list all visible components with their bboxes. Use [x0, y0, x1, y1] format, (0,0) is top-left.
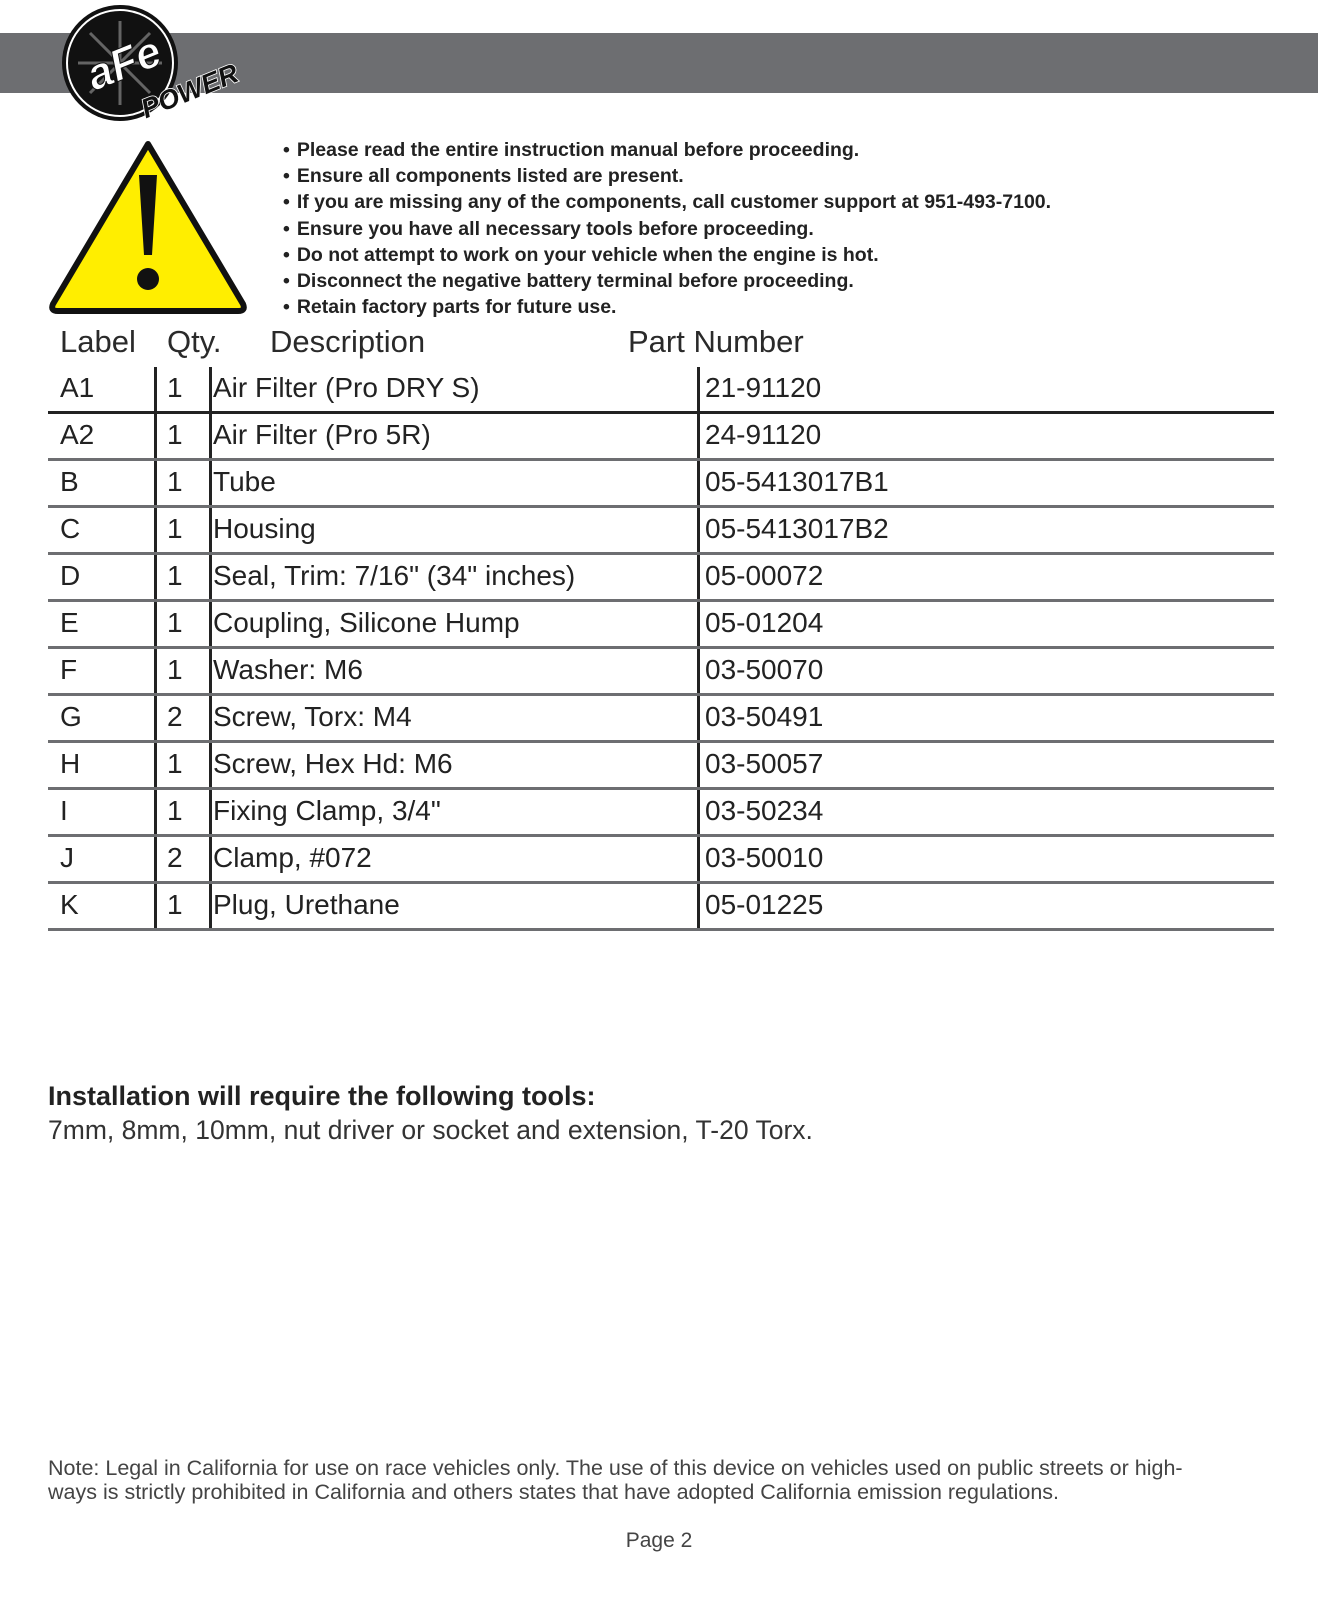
cell-label: D — [60, 560, 81, 591]
cell-part-number: 24-91120 — [705, 419, 822, 450]
table-row — [48, 649, 1274, 696]
cell-label: C — [60, 513, 81, 544]
cell-label: J — [60, 842, 74, 873]
cell-description: Washer: M6 — [213, 654, 363, 685]
tools-list: 7mm, 8mm, 10mm, nut driver or socket and extension, T-20 Torx. — [48, 1115, 813, 1145]
header-description: Description — [270, 324, 426, 359]
cell-qty: 2 — [167, 842, 183, 873]
cell-description: Housing — [213, 513, 316, 544]
page-number: Page 2 — [625, 1529, 693, 1552]
warning-item: • Ensure all components listed are present. — [283, 163, 1051, 189]
cell-description: Plug, Urethane — [213, 889, 400, 920]
cell-part-number: 05-01204 — [705, 607, 824, 638]
header-label: Label — [60, 324, 136, 359]
warning-item: • Please read the entire instruction manual before proceeding. — [283, 137, 1051, 163]
cell-label: A2 — [60, 419, 95, 450]
warning-item: • If you are missing any of the components, call customer support at 951-493-7100. — [283, 189, 1051, 215]
table-row — [48, 790, 1274, 837]
cell-qty: 1 — [167, 607, 183, 638]
cell-label: G — [60, 701, 82, 732]
safety-instructions — [283, 137, 1051, 320]
warning-item: • Disconnect the negative battery terminal before proceeding. — [283, 268, 1051, 294]
cell-qty: 1 — [167, 795, 183, 826]
cell-part-number: 03-50070 — [705, 654, 824, 685]
cell-label: A1 — [60, 372, 95, 403]
cell-part-number: 05-01225 — [705, 889, 824, 920]
cell-qty: 1 — [167, 560, 183, 591]
cell-label: E — [60, 607, 79, 638]
table-row — [48, 837, 1274, 884]
legal-note-line: Note: Legal in California for use on race vehicles only. The use of this device on vehicles used on public streets or high- — [48, 1456, 1183, 1480]
table-row — [48, 508, 1274, 555]
cell-part-number: 03-50234 — [705, 795, 824, 826]
cell-description: Clamp, #072 — [213, 842, 372, 873]
header-part-number: Part Number — [628, 324, 804, 359]
table-row — [48, 602, 1274, 649]
cell-part-number: 05-5413017B1 — [705, 466, 889, 497]
cell-label: I — [60, 795, 68, 826]
cell-description: Air Filter (Pro DRY S) — [213, 372, 480, 403]
warning-icon — [48, 137, 248, 315]
cell-qty: 1 — [167, 513, 183, 544]
afe-power-logo — [58, 2, 258, 124]
cell-description: Screw, Torx: M4 — [213, 701, 412, 732]
table-row — [48, 743, 1274, 790]
cell-part-number: 03-50491 — [705, 701, 824, 732]
cell-qty: 2 — [167, 701, 183, 732]
svg-text:aFe: aFe — [79, 26, 169, 101]
tools-heading: Installation will require the following tools: — [48, 1081, 596, 1111]
cell-part-number: 03-50057 — [705, 748, 824, 779]
cell-qty: 1 — [167, 654, 183, 685]
table-row — [48, 696, 1274, 743]
parts-table — [48, 367, 1274, 931]
cell-label: K — [60, 889, 79, 920]
cell-qty: 1 — [167, 889, 183, 920]
cell-description: Screw, Hex Hd: M6 — [213, 748, 453, 779]
table-row — [48, 555, 1274, 602]
cell-part-number: 03-50010 — [705, 842, 824, 873]
cell-qty: 1 — [167, 466, 183, 497]
cell-description: Seal, Trim: 7/16" (34" inches) — [213, 560, 576, 591]
cell-description: Air Filter (Pro 5R) — [213, 419, 431, 450]
cell-description: Tube — [213, 466, 276, 497]
warning-item: • Ensure you have all necessary tools before proceeding. — [283, 216, 1051, 242]
svg-text:POWER: POWER — [136, 58, 243, 124]
cell-qty: 1 — [167, 419, 183, 450]
table-row — [48, 414, 1274, 461]
header-qty: Qty. — [167, 324, 222, 359]
cell-description: Fixing Clamp, 3/4" — [213, 795, 441, 826]
cell-part-number: 05-00072 — [705, 560, 824, 591]
table-row — [48, 461, 1274, 508]
legal-note — [48, 1456, 1263, 1504]
cell-label: F — [60, 654, 78, 685]
cell-part-number: 05-5413017B2 — [705, 513, 889, 544]
cell-part-number: 21-91120 — [705, 372, 822, 403]
legal-note-line: ways is strictly prohibited in California and others states that have adopted California emission regulations. — [48, 1480, 1060, 1504]
cell-qty: 1 — [167, 748, 183, 779]
cell-description: Coupling, Silicone Hump — [213, 607, 520, 638]
warning-item: • Retain factory parts for future use. — [283, 294, 1051, 320]
warning-item: • Do not attempt to work on your vehicle when the engine is hot. — [283, 242, 1051, 268]
table-row — [48, 884, 1274, 931]
cell-label: H — [60, 748, 81, 779]
table-row — [48, 367, 1274, 414]
cell-qty: 1 — [167, 372, 183, 403]
cell-label: B — [60, 466, 79, 497]
